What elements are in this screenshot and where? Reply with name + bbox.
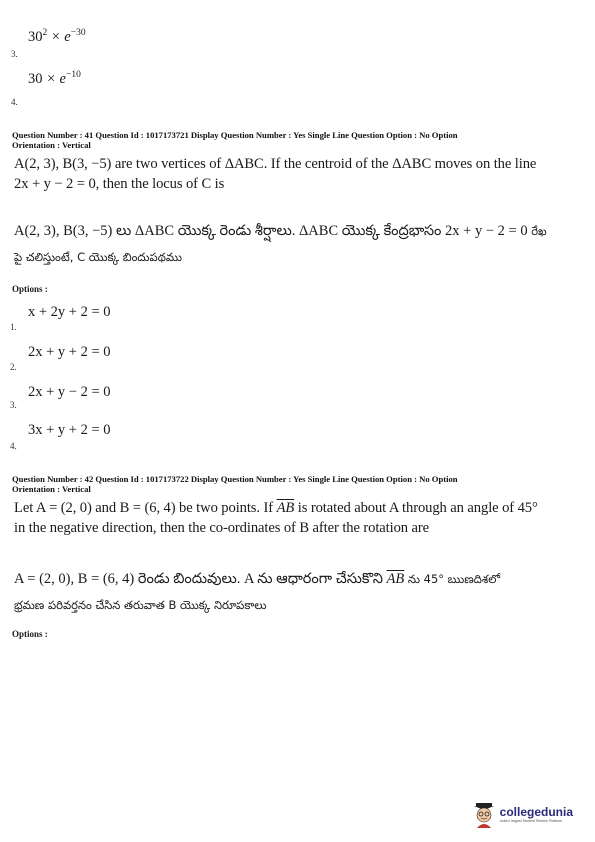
q41-english-line1: A(2, 3), B(3, −5) are two vertices of ΔABC. If the centroid of the ΔABC moves on the line	[14, 156, 537, 172]
q42-question-telugu	[14, 566, 500, 618]
q42-telugu-line1: A = (2, 0), B = (6, 4) రెండు బిందువులు. A ను ఆధారంగా చేసుకొని $\overline{AB}$ ను 45° ఋణదిశలో	[14, 571, 501, 587]
q41-option-2-number: 2.	[10, 362, 17, 372]
q42-header	[12, 474, 458, 494]
q41-question-english	[14, 154, 536, 194]
q41-option-4-number: 4.	[10, 441, 17, 451]
q41-option-1-text: x + 2y + 2 = 0	[28, 304, 111, 320]
q42-telugu-line2: భ్రమణ పరివర్తనం చేసిన తరువాత B యొక్క నిరూపకాలు	[14, 598, 267, 612]
q41-telugu-line2: పై చలిస్తుంటే, C యొక్క బిందుపథము	[14, 250, 182, 264]
q41-telugu-line1: A(2, 3), B(3, −5) లు ΔABC యొక్క రెండు శీర్షాలు. ΔABC యొక్క కేంద్రభాసం 2x + y − 2 = 0 రేఖ	[14, 223, 547, 239]
student-mascot-icon	[472, 802, 496, 828]
prev-option-4-number: 4.	[11, 97, 18, 107]
logo-name: collegedunia	[499, 805, 573, 819]
logo-text	[500, 806, 573, 824]
q42-english-line1: Let A = (2, 0) and B = (6, 4) be two points. If $\overline{AB}$ is rotated about A through an angle of 45°	[14, 500, 538, 516]
prev-option-3-expression: $30^2 \times e^{-30}$	[28, 28, 86, 45]
q41-option-4-text: 3x + y + 2 = 0	[28, 422, 111, 438]
q41-option-2-text: 2x + y + 2 = 0	[28, 344, 111, 360]
q42-options-label: Options :	[12, 629, 48, 639]
q41-header-line1: Question Number : 41 Question Id : 1017173721 Display Question Number : Yes Single Line Question Option : No Option	[12, 130, 458, 140]
q42-question-english	[14, 498, 538, 538]
logo-tagline: India's largest Student Review Platform	[499, 819, 563, 823]
q41-question-telugu	[14, 218, 547, 270]
q41-header	[12, 130, 458, 150]
q41-option-3-number: 3.	[10, 400, 17, 410]
q42-header-line2: Orientation : Vertical	[12, 484, 91, 494]
q41-option-1-number: 1.	[10, 322, 17, 332]
q41-option-3-text: 2x + y − 2 = 0	[28, 384, 111, 400]
collegedunia-logo	[472, 802, 573, 828]
prev-option-3-number: 3.	[11, 49, 18, 59]
q41-options-label: Options :	[12, 284, 48, 294]
q41-header-line2: Orientation : Vertical	[12, 140, 91, 150]
q42-english-line2: in the negative direction, then the co-ordinates of B after the rotation are	[14, 520, 430, 536]
prev-option-4-expression: $30 \times e^{-10}$	[28, 70, 81, 87]
q41-english-line2: 2x + y − 2 = 0, then the locus of C is	[14, 176, 225, 192]
q42-header-line1: Question Number : 42 Question Id : 1017173722 Display Question Number : Yes Single Line Question Option : No Option	[12, 474, 458, 484]
